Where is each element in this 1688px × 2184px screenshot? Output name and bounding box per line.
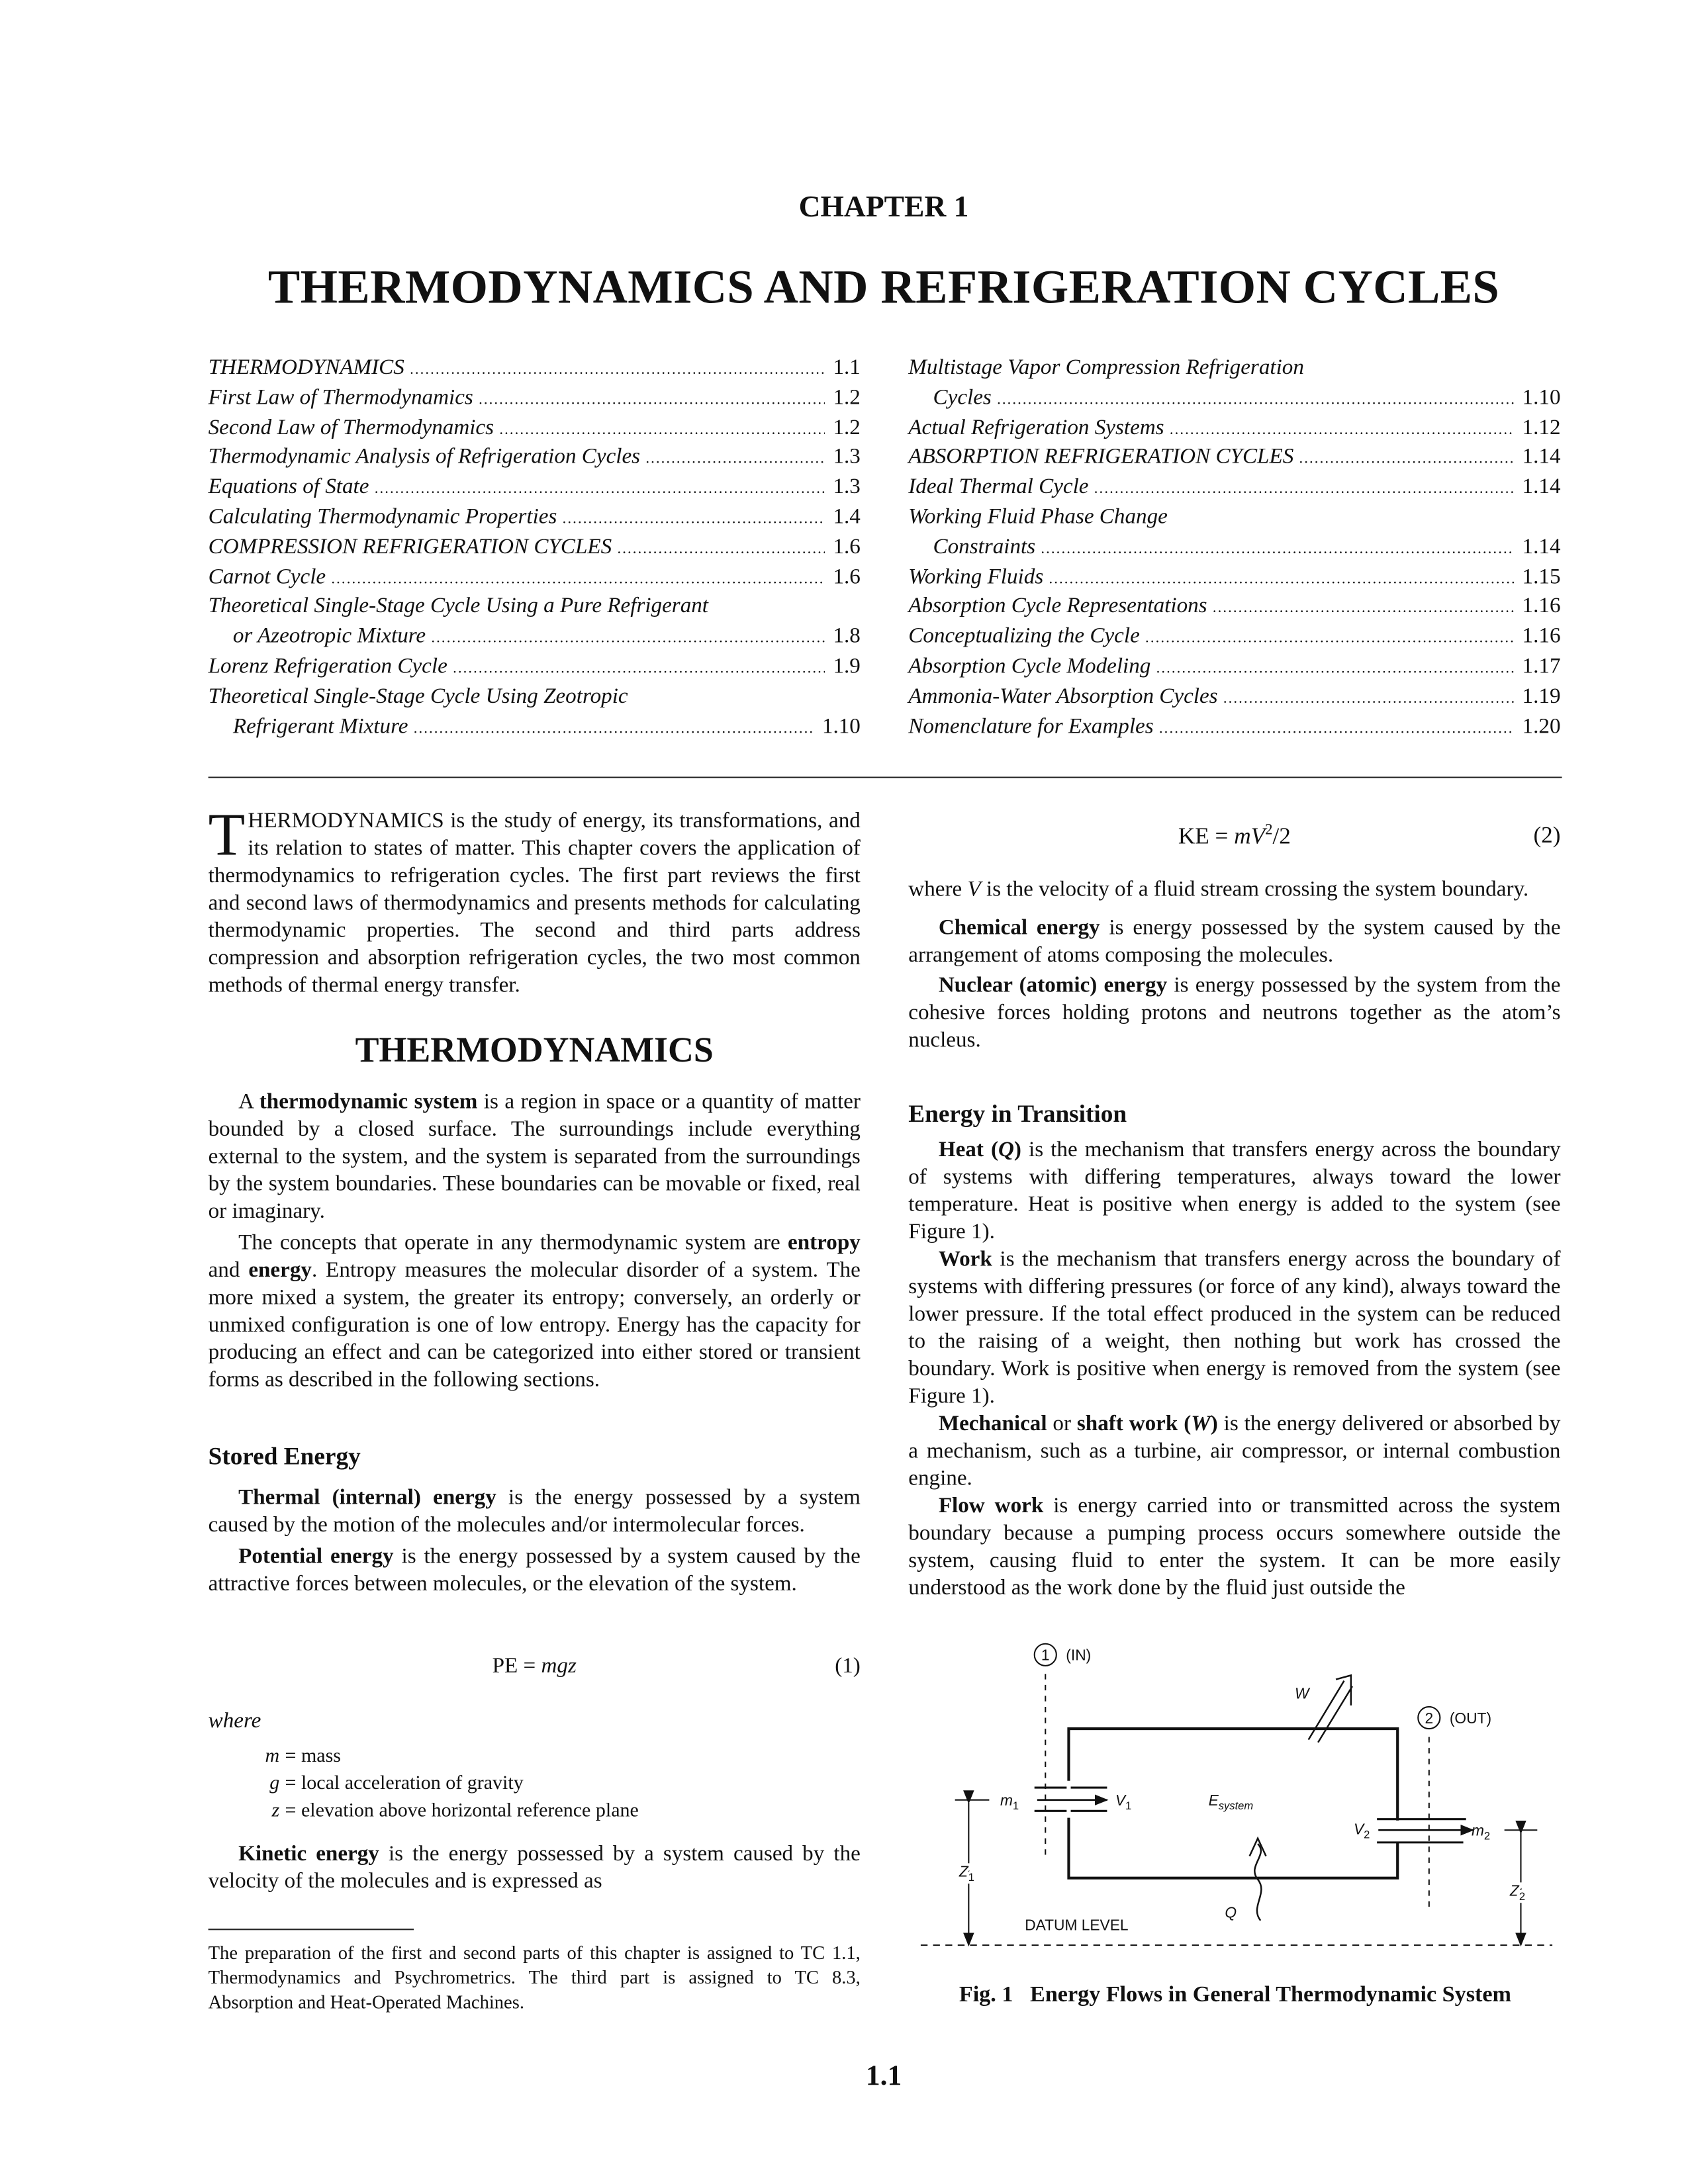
toc-entry-page: 1.4	[833, 505, 861, 529]
toc-entry-page: 1.20	[1522, 714, 1561, 738]
page-number: 1.1	[865, 2058, 902, 2092]
toc-entry-title: Theoretical Single-Stage Cycle Using Zeotropic	[208, 684, 628, 708]
toc-entry-title: THERMODYNAMICS	[208, 356, 404, 380]
toc-entry-page: 1.17	[1522, 655, 1561, 678]
toc-entry-page: 1.6	[833, 535, 861, 559]
chapter-title: THERMODYNAMICS AND REFRIGERATION CYCLES	[267, 260, 1500, 314]
toc-entry-page: 1.3	[833, 475, 861, 499]
v1-label: $V_1$	[1115, 1791, 1132, 1813]
paragraph: where V is the velocity of a fluid stream crossing the system boundary.	[908, 878, 1529, 901]
toc-entry-title: ABSORPTION REFRIGERATION CYCLES	[908, 445, 1294, 469]
paragraph: The concepts that operate in any thermodynamic system are entropy and energy. Entropy measures the molecular disorder of a system. The more mixed a system, the greater its entropy; conversely, an orderly or unmixed configuration is one of low entropy. Energy has the capacity for producing an effect and can be categorized into either stored or transient forms as described in the following sections.	[208, 1231, 861, 1392]
outlet-state-number: 2	[1425, 1709, 1434, 1727]
v2-label: $V_2$	[1353, 1820, 1370, 1841]
toc-entry-page: 1.2	[833, 386, 861, 410]
paragraph: A thermodynamic system is a region in space or a quantity of matter bounded by a closed surface. The surroundings include everything external to the system, and the system is separated from the surroundings by the system boundaries. These boundaries can be movable or fixed, real or imaginary.	[208, 1090, 861, 1224]
toc-entry-page: 1.14	[1522, 535, 1561, 559]
toc-entry-title: Ammonia-Water Absorption Cycles	[908, 684, 1218, 708]
toc-entry-title: Equations of State	[208, 475, 369, 499]
toc-entry-title: Cycles	[933, 386, 992, 410]
definition-symbol: g	[269, 1772, 280, 1795]
toc-entry-title: First Law of Thermodynamics	[208, 386, 473, 410]
definition-symbol: z	[271, 1799, 280, 1822]
definition-symbol: m	[265, 1745, 280, 1768]
m1-label: $m_1$	[1000, 1791, 1019, 1813]
paragraph: Work is the mechanism that transfers energy across the boundary of systems with differing pressures (or force of any kind), always toward the lower pressure. If the total effect produced in the system can be reduced to the raising of a weight, then nothing but work has crossed the boundary. Work is positive when energy is removed from the system (see Figure 1).	[908, 1248, 1561, 1408]
toc-entry-title: Lorenz Refrigeration Cycle	[208, 655, 447, 678]
document-page: CHAPTER 1 THERMODYNAMICS AND REFRIGERATION CYCLES THERMODYNAMICS ..... 1.1 First Law of Thermodynamics ..... 1.2 Second Law of Thermodynamics ..... 1.2 Thermodynamic Analysis of Refrigeration Cycles ..... 1.3 Equations of State ..... 1.3 Calculating Thermodynamic Properties ..... 1.4 COMPRESSION REFRIGERATION CYCLES ..... 1.6 Carnot Cycle ..... 1.6 Theoretical Single-Stage Cycle Using a Pure Refrigerant or Azeotropic Mixture ..... 1.8 Lorenz Refrigeration Cycle ..... 1.9 Theoretical Single-Stage Cycle Using Zeotropic Refrigerant Mixture ..... 1.10 Multistage Vapor Compression Refrigeration Cycles ..... 1.10 Actual Refrigeration Systems ..... 1.12 ABSORPTION REFRIGERATION CYCLES ..... 1.14 Ideal Thermal Cycle ..... 1.14 Working Fluid Phase Change Constraints ..... 1.14 Working Fluids ..... 1.15 Absorption Cycle Representations ..... 1.16 Conceptualizing the Cycle ..... 1.16 Absorption Cycle Modeling ..... 1.17 Ammonia-Water Absorption Cycles ..... 1.19 Nomenclature for Examples ..... 1.20 THERMODYNAMICS is the study of energy, its transformations, and its relation to states of matter. This chapter covers the application of thermodynamics to refrigeration cycles. The first part reviews the first and second laws of thermodynamics and presents methods for calculating thermodynamic properties. The second and third parts address compression and absorption refrigeration cycles, the two most common methods of thermal energy transfer. THERMODYNAMICS A thermodynamic system is a region in space or a quantity of matter bounded by a closed surface. The surroundings include everything external to the system, and the system is separated from the surroundings by the system boundaries. These boundaries can be movable or fixed, real or imaginary. The concepts that operate in any thermodynamic system are entropy and energy. Entropy measures the molecular disorder of a system. The more mixed a system, the greater its entropy; conversely, an orderly or unmixed configuration is one of low entropy. Energy has the capacity for producing an effect and can be categorized into either stored or transient forms as described in the following sections. Stored Energy Thermal (internal) energy is the energy possessed by a system caused by the motion of the molecules and/or intermolecular forces. Potential energy is the energy possessed by a system caused by the attractive forces between molecules, or the elevation of the system. PE = mgz (1) where m = mass g = local acceleration of gravity z = elevation above horizontal reference plane Kinetic energy is the energy possessed by a system caused by the velocity of the molecules and is expressed as The preparation of the first and second parts of this chapter is assigned to TC 1.1, Thermodynamics and Psychrometrics. The third part is assigned to TC 8.3, Absorption and Heat-Operated Machines. KE = $mV^2/2$ (2) where V is the velocity of a fluid stream crossing the system boundary. Chemical energy is energy possessed by the system caused by the arrangement of atoms composing the molecules. Nuclear (atomic) energy is energy possessed by the system from the cohesive forces holding protons and neutrons together as the atom’s nucleus. Energy in Transition Heat (Q) is the mechanism that transfers energy across the boundary of systems with differing temperatures, always toward the lower temperature. Heat is positive when energy is added to the system (see Figure 1). Work is the mechanism that transfers energy across the boundary of systems with differing pressures (or force of any kind), always toward the lower pressure. If the total effect produced in the system can be reduced to the raising of a weight, then nothing but work has crossed the boundary. Work is positive when energy is removed from the system (see Figure 1). Mechanical or shaft work (W) is the energy delivered or absorbed by a mechanism, such as a turbine, air compressor, or internal combustion engine. Flow work is energy carried into or transmitted across the system boundary because a pumping process occurs somewhere outside the system, causing fluid to enter the system. It can be more easily understood as the work done by the fluid just outside the 1 (IN) 2 (OUT) W $m_1$ $V_1$ $E_{system}$ $V_2$ $m_2$ $Z_1$ $Z_2$ Q DATUM LEVEL Fig. 1 Energy Flows in General Thermodynamic System 1.1	[0, 0, 1688, 2183]
toc-entry-page: 1.6	[833, 565, 861, 589]
toc-entry-title: Theoretical Single-Stage Cycle Using a Pure Refrigerant	[208, 595, 709, 619]
where-label: where	[208, 1709, 261, 1733]
toc-entry-page: 1.2	[833, 416, 861, 439]
m2-label: $m_2$	[1471, 1821, 1491, 1843]
toc-entry-page: 1.14	[1522, 475, 1561, 499]
toc-entry-page: 1.1	[833, 356, 861, 380]
toc-entry-page: 1.15	[1522, 565, 1561, 589]
subheading: Stored Energy	[208, 1442, 361, 1470]
drop-cap: T	[208, 801, 246, 869]
toc-entry-page: 1.14	[1522, 445, 1561, 469]
toc-entry-title: Constraints	[933, 535, 1036, 559]
datum-level-label: DATUM LEVEL	[1025, 1916, 1129, 1934]
figure-caption: Fig. 1 Energy Flows in General Thermodynamic System	[959, 1980, 1512, 2007]
definition-text: = local acceleration of gravity	[285, 1772, 524, 1795]
toc-entry-page: 1.3	[833, 445, 861, 469]
inlet-label: (IN)	[1066, 1646, 1092, 1664]
toc-entry-page: 1.9	[833, 655, 861, 678]
definition-text: = elevation above horizontal reference plane	[285, 1799, 639, 1822]
heat-wavy-arrow	[1254, 1844, 1261, 1921]
toc-entry-title: Thermodynamic Analysis of Refrigeration Cycles	[208, 445, 641, 469]
chapter-label: CHAPTER 1	[798, 189, 969, 224]
toc-entry-page: 1.16	[1522, 625, 1561, 649]
outlet-label: (OUT)	[1449, 1709, 1492, 1727]
toc-entry-title: Second Law of Thermodynamics	[208, 416, 494, 439]
toc-entry-title: Working Fluid Phase Change	[908, 505, 1168, 529]
paragraph: Potential energy is the energy possessed by a system caused by the attractive forces between molecules, or the elevation of the system.	[208, 1545, 861, 1596]
paragraph: Thermal (internal) energy is the energy possessed by a system caused by the motion of the molecules and/or intermolecular forces.	[208, 1486, 861, 1537]
paragraph: Mechanical or shaft work (W) is the energy delivered or absorbed by a mechanism, such as a turbine, air compressor, or internal combustion engine.	[908, 1412, 1561, 1490]
toc-entry-title: Conceptualizing the Cycle	[908, 625, 1140, 649]
toc-entry-page: 1.10	[821, 714, 861, 738]
z2-label: $Z_2$	[1509, 1882, 1526, 1903]
toc-entry-page: 1.16	[1522, 595, 1561, 619]
z1-label: $Z_1$	[959, 1862, 974, 1884]
toc-entry-page: 1.19	[1522, 684, 1561, 708]
toc-entry-title: Multistage Vapor Compression Refrigeration	[908, 356, 1304, 380]
work-arrow	[1309, 1675, 1352, 1742]
e-system-label: $E_{system}$	[1208, 1791, 1254, 1813]
paragraph: Kinetic energy is the energy possessed by a system caused by the velocity of the molecules and is expressed as	[208, 1842, 861, 1893]
work-label: W	[1294, 1684, 1309, 1702]
toc-entry-page: 1.8	[833, 625, 861, 649]
toc-entry-title: Actual Refrigeration Systems	[908, 416, 1164, 439]
toc-entry-title: or Azeotropic Mixture	[232, 625, 426, 649]
toc-entry-title: Refrigerant Mixture	[232, 714, 408, 738]
toc-entry-title: Working Fluids	[908, 565, 1044, 589]
toc-entry-title: COMPRESSION REFRIGERATION CYCLES	[208, 535, 612, 559]
section-heading: THERMODYNAMICS	[355, 1030, 714, 1070]
toc-entry-title: Absorption Cycle Representations	[908, 595, 1207, 619]
paragraph: Chemical energy is energy possessed by the system caused by the arrangement of atoms composing the molecules.	[908, 916, 1561, 968]
toc-entry-title: Calculating Thermodynamic Properties	[208, 505, 557, 529]
heat-label: Q	[1225, 1903, 1237, 1921]
toc-entry-page: 1.12	[1522, 416, 1561, 439]
toc-entry-title: Carnot Cycle	[208, 565, 326, 589]
definition-text: = mass	[285, 1745, 341, 1768]
intro-text: HERMODYNAMICS is the study of energy, its transformations, and its relation to states of matter. This chapter covers the application of thermodynamics to refrigeration cycles. The first part reviews the first and second laws of thermodynamics and presents methods for calculating thermodynamic properties. The second and third parts address compression and absorption refrigeration cycles, the two most common methods of thermal energy transfer.	[208, 809, 861, 997]
paragraph: Flow work is energy carried into or transmitted across the system boundary because a pumping process occurs somewhere outside the system, causing fluid to enter the system. It can be more easily understood as the work done by the fluid just outside the	[908, 1494, 1561, 1600]
inlet-state-number: 1	[1041, 1646, 1050, 1664]
subheading: Energy in Transition	[908, 1100, 1127, 1128]
paragraph: Nuclear (atomic) energy is energy possessed by the system from the cohesive forces holding protons and neutrons together as the atom’s nucleus.	[908, 974, 1561, 1052]
toc-entry-page: 1.10	[1522, 386, 1561, 410]
toc-entry-title: Nomenclature for Examples	[908, 714, 1154, 738]
toc-entry-title: Ideal Thermal Cycle	[908, 475, 1089, 499]
paragraph: Heat (Q) is the mechanism that transfers energy across the boundary of systems with differing temperatures, always toward the lower temperature. Heat is positive when energy is added to the system (see Figure 1).	[908, 1138, 1561, 1244]
footnote: The preparation of the first and second parts of this chapter is assigned to TC 1.1, Thermodynamics and Psychrometrics. The third part is assigned to TC 8.3, Absorption and Heat-Operated Machines.	[208, 1942, 861, 2013]
toc-entry-title: Absorption Cycle Modeling	[908, 655, 1151, 678]
